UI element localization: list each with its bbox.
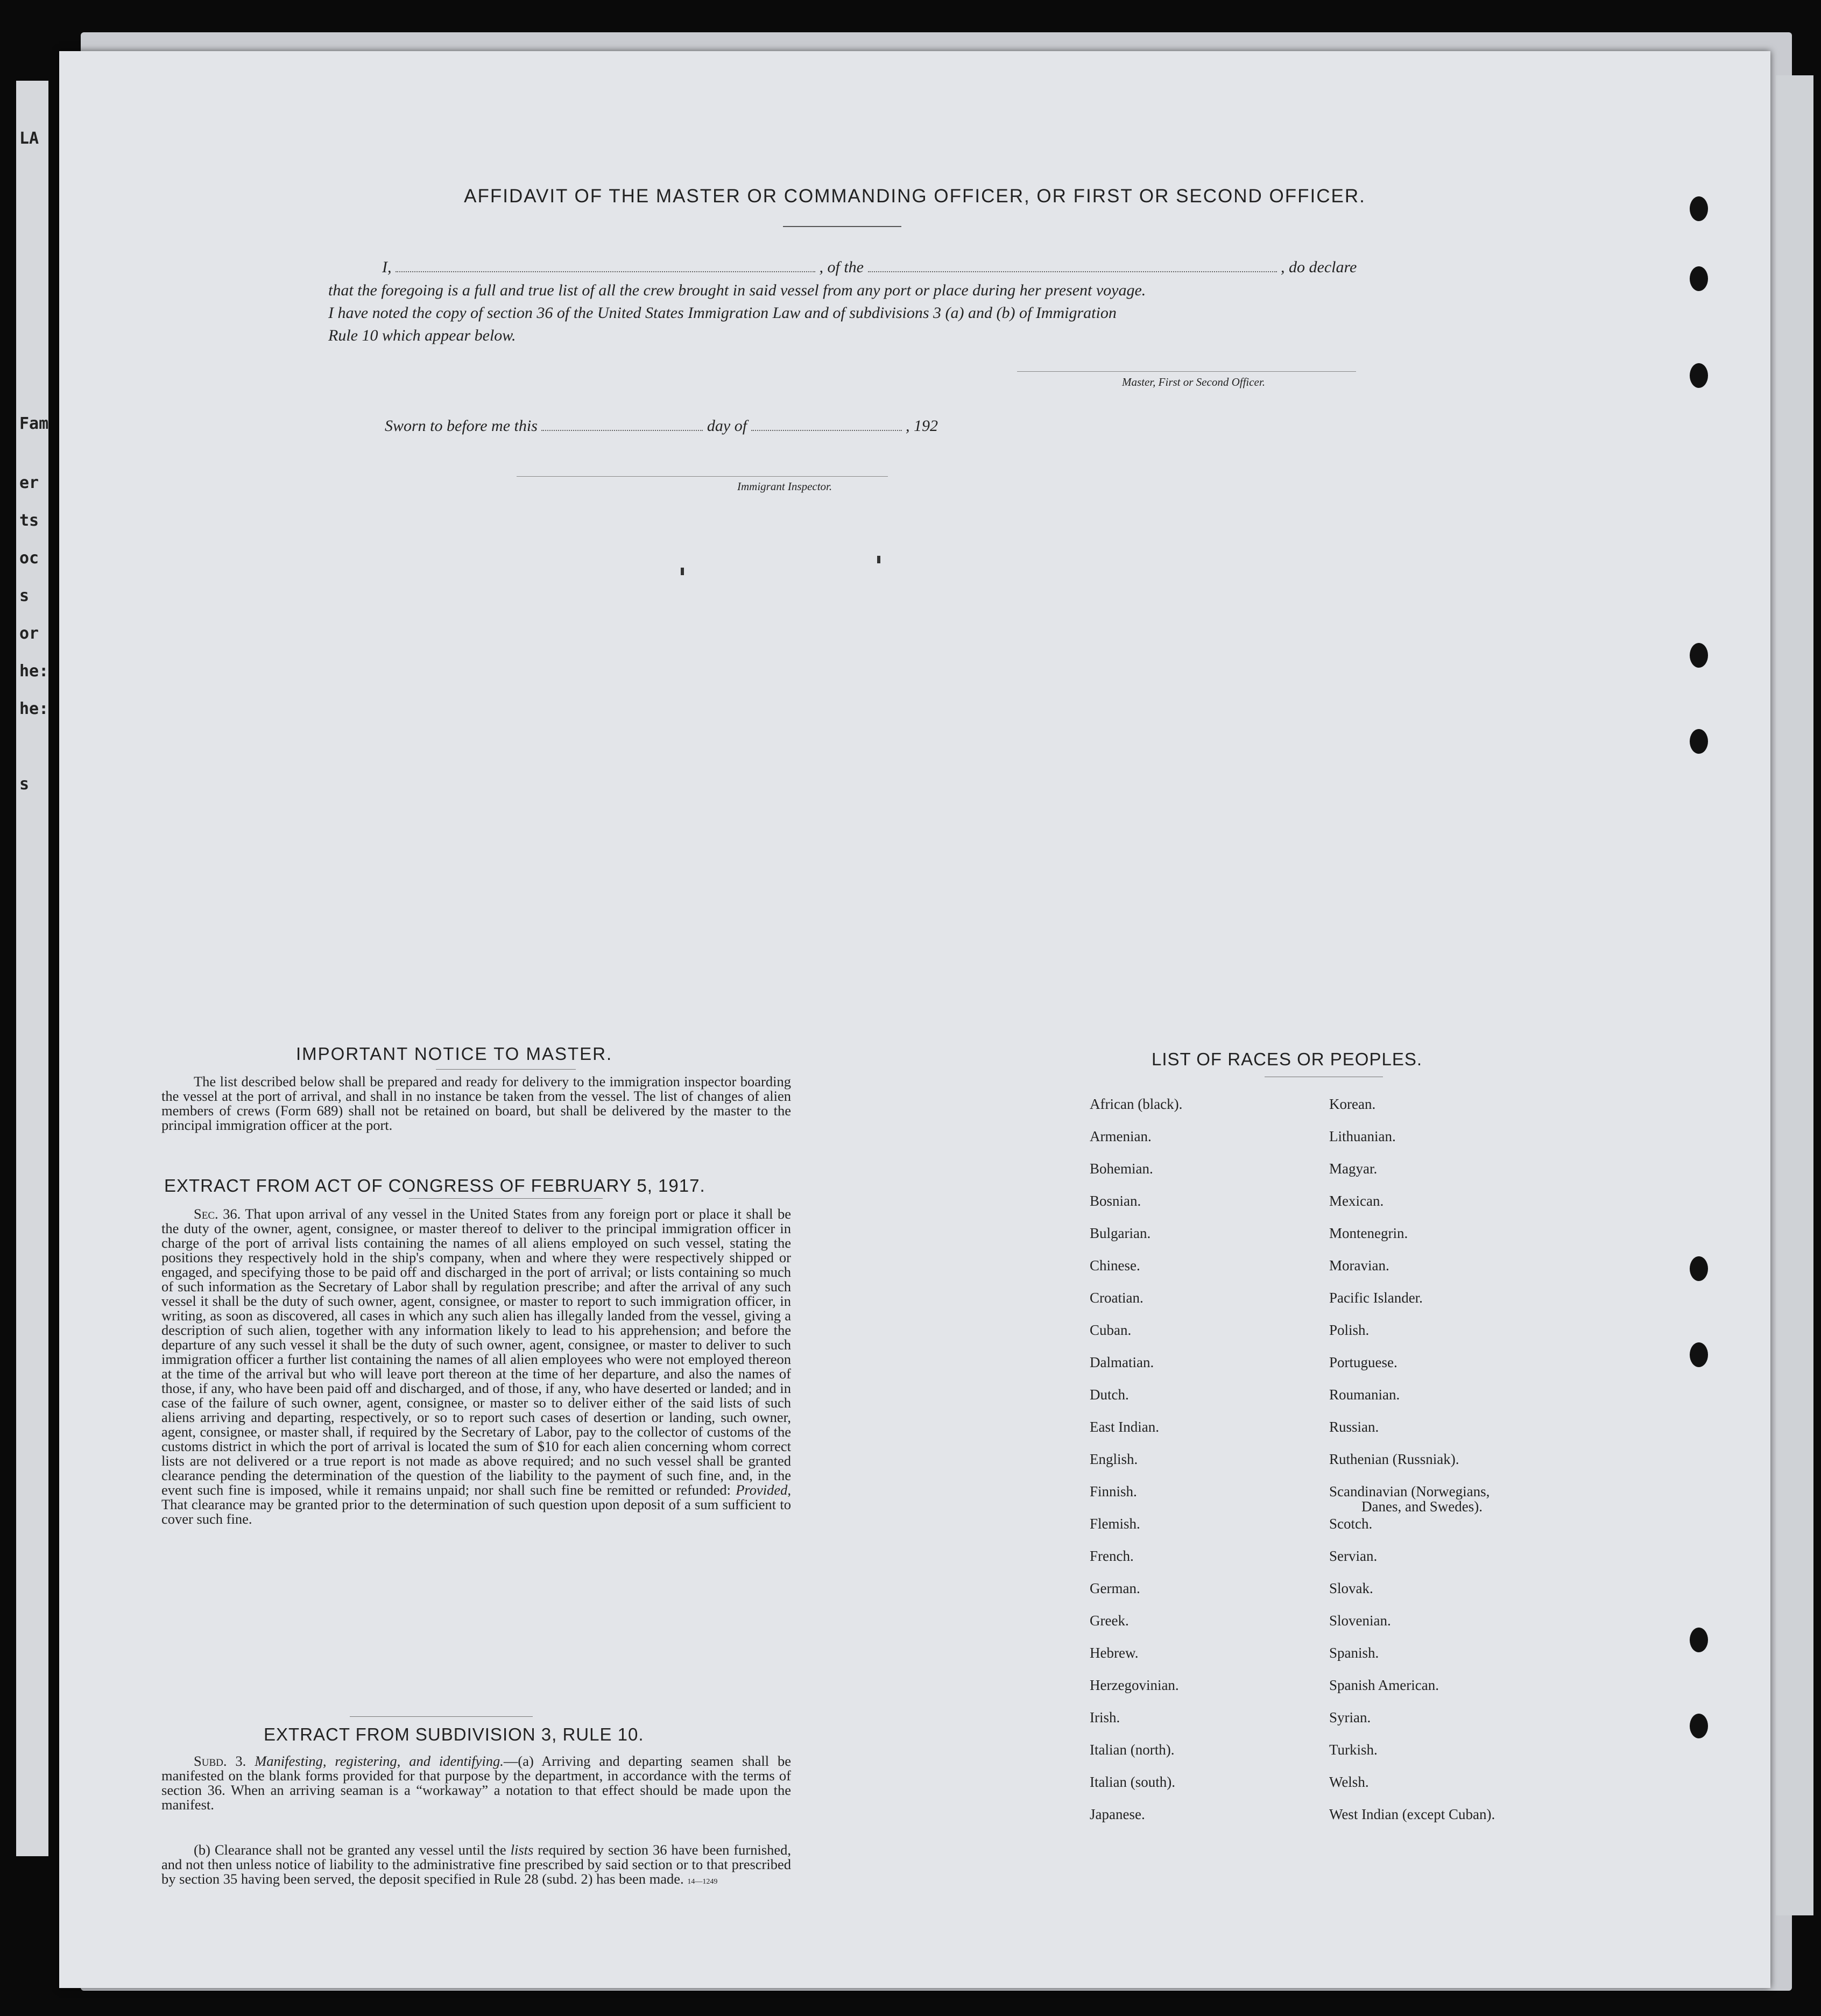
race-item: English.	[1090, 1451, 1138, 1467]
vessel-blank-field[interactable]	[868, 271, 1277, 272]
day-blank-field[interactable]	[541, 430, 703, 431]
race-item: Slovenian.	[1329, 1612, 1391, 1629]
margin-fragment: er	[19, 473, 39, 492]
race-item: Bosnian.	[1090, 1193, 1141, 1209]
race-item: Croatian.	[1090, 1290, 1144, 1306]
race-item: African (black).	[1090, 1096, 1183, 1112]
race-item: Moravian.	[1329, 1257, 1389, 1274]
inspector-signature-line[interactable]	[517, 476, 888, 477]
notice-title: IMPORTANT NOTICE TO MASTER.	[296, 1044, 613, 1064]
race-item: Pacific Islander.	[1329, 1290, 1423, 1306]
race-item: Scandinavian (Norwegians,	[1329, 1483, 1490, 1499]
race-item: Montenegrin.	[1329, 1225, 1408, 1241]
binder-hole	[1690, 643, 1708, 668]
race-item: Finnish.	[1090, 1483, 1137, 1499]
race-item: German.	[1090, 1580, 1140, 1596]
declaration-line	[382, 258, 1357, 277]
declaration-text: , of the	[819, 258, 864, 276]
inspector-signature-caption: Immigrant Inspector.	[737, 480, 832, 493]
master-signature-caption: Master, First or Second Officer.	[1122, 376, 1265, 388]
divider	[436, 1069, 576, 1070]
race-item: Syrian.	[1329, 1709, 1371, 1725]
race-item: Ruthenian (Russniak).	[1329, 1451, 1459, 1467]
month-blank-field[interactable]	[751, 430, 902, 431]
race-item: Danes, and Swedes).	[1361, 1498, 1483, 1515]
race-item: Magyar.	[1329, 1161, 1378, 1177]
subdivision-label: Subd. 3.	[194, 1753, 246, 1769]
margin-fragment: Fam	[19, 414, 49, 433]
race-item: Flemish.	[1090, 1516, 1140, 1532]
subdivision-heading: Manifesting, registering, and identifying.	[255, 1753, 504, 1769]
act-extract-title: EXTRACT FROM ACT OF CONGRESS OF FEBRUARY 5, 1917.	[164, 1176, 705, 1196]
race-item: Bohemian.	[1090, 1161, 1153, 1177]
declaration-line-2: that the foregoing is a full and true list of all the crew brought in said vessel from any port or place during her present voyage.	[328, 281, 1146, 299]
binder-hole	[1690, 1342, 1708, 1367]
divider	[783, 226, 901, 227]
signature-line[interactable]	[1017, 371, 1356, 372]
proviso-text: That clearance may be granted prior to the determination of such question upon deposit of a sum sufficient to cover such fine.	[161, 1496, 791, 1527]
declaration-text: I,	[382, 258, 392, 276]
section-label: Sec. 36.	[194, 1206, 241, 1222]
races-title: LIST OF RACES OR PEOPLES.	[1152, 1049, 1423, 1069]
ink-mark	[877, 556, 880, 563]
margin-fragment: he:	[19, 699, 49, 718]
race-item: Irish.	[1090, 1709, 1120, 1725]
subdivision-a-text: —(a) Arriving and departing seamen shall be manifested on the blank forms provided for that purpose by the department, in accordance with the terms of section 36. When an arriving seaman is a “workaway” a notation to that effect should be made upon the manifest.	[161, 1753, 791, 1813]
race-item: Spanish.	[1329, 1645, 1379, 1661]
subdivision-b-emphasis: lists	[510, 1842, 534, 1858]
declaration-line-4: Rule 10 which appear below.	[328, 327, 516, 344]
margin-fragment: ts	[19, 511, 39, 530]
race-item: Italian (south).	[1090, 1774, 1175, 1790]
race-item: Roumanian.	[1329, 1387, 1400, 1403]
race-item: Bulgarian.	[1090, 1225, 1151, 1241]
race-item: Lithuanian.	[1329, 1128, 1396, 1144]
race-item: Polish.	[1329, 1322, 1370, 1338]
ink-mark	[681, 568, 684, 575]
subdivision-b-part: (b) Clearance shall not be granted any vessel until the	[194, 1842, 506, 1858]
sworn-text: day of	[707, 417, 747, 435]
section-36-body: That upon arrival of any vessel in the United States from any foreign port or place it shall be the duty of the owner, agent, consignee, or master thereof to deliver to the principal immigration officer in charge of the port of arrival lists containing the names of all aliens employed on such vessel, stating the positions they respectively hold in the ship's company, when and where they were respectively shipped or engaged, and specifying those to be paid off and discharged in the port of arrival; or lists containing so much of such information as the Secretary of Labor shall by regulation prescribe; and after the arrival of any such vessel it shall be the duty of such owner, agent, consignee, or master to report to such immigration officer, in writing, as soon as discovered, all cases in which any such alien has illegally landed from the vessel, giving a description of such alien, together with any information likely to lead to his apprehension; and before the departure of any such vessel it shall be the duty of such owner, agent, consignee, or master to deliver to such immigration officer a further list containing the names of all alien employees who were not employed thereon at the time of the arrival but who will leave port thereon at the time of her departure, and also the names of those, if any, who have been paid off and discharged, and of those, if any, who have deserted or landed; and in case of the failure of such owner, agent, consignee, or master so to deliver either of the said lists of such aliens arriving and departing, respectively, or so to report such cases of desertion or landing, such owner, agent, consignee, or master shall, if required by the Secretary of Labor, pay to the collector of customs of the customs district in which the port of arrival is located the sum of $10 for each alien concerning whom correct lists are not delivered or a true report is not made as above required; and no such vessel shall be granted clearance pending the determination of the question of the liability to the payment of such fine, and, in the event such fine is imposed, while it remains unpaid; nor shall such fine be remitted or refunded:	[161, 1206, 791, 1498]
subdivision-b-text	[161, 1843, 791, 1889]
race-item: Mexican.	[1329, 1193, 1384, 1209]
margin-fragment: he:	[19, 662, 49, 681]
section-36-text	[161, 1207, 791, 1526]
margin-fragment: or	[19, 624, 39, 643]
race-item: Servian.	[1329, 1548, 1378, 1564]
declaration-text: , do declare	[1281, 258, 1357, 276]
race-item: Cuban.	[1090, 1322, 1132, 1338]
margin-fragment: s	[19, 775, 30, 794]
race-item: Welsh.	[1329, 1774, 1369, 1790]
race-item: Korean.	[1329, 1096, 1376, 1112]
divider	[350, 1716, 533, 1717]
race-item: Spanish American.	[1329, 1677, 1439, 1693]
binder-hole	[1690, 266, 1708, 291]
subdivision-3-text	[161, 1754, 791, 1812]
sworn-line	[385, 417, 938, 435]
race-item: Armenian.	[1090, 1128, 1152, 1144]
race-item: Portuguese.	[1329, 1354, 1397, 1370]
race-item: Japanese.	[1090, 1806, 1145, 1822]
race-item: Chinese.	[1090, 1257, 1140, 1274]
race-item: East Indian.	[1090, 1419, 1159, 1435]
race-item: Russian.	[1329, 1419, 1379, 1435]
declaration-line-3: I have noted the copy of section 36 of the United States Immigration Law and of subdivisions 3 (a) and (b) of Immigration	[328, 304, 1117, 322]
binder-hole	[1690, 363, 1708, 388]
race-item: Dalmatian.	[1090, 1354, 1154, 1370]
left-adjacent-page	[16, 81, 48, 1856]
binder-hole	[1690, 729, 1708, 754]
binder-hole	[1690, 1628, 1708, 1652]
divider	[409, 1198, 603, 1199]
race-item: Italian (north).	[1090, 1742, 1175, 1758]
manifest-page	[59, 51, 1770, 1988]
proviso-word: Provided,	[736, 1482, 791, 1498]
race-item: Herzegovinian.	[1090, 1677, 1179, 1693]
race-item: Greek.	[1090, 1612, 1129, 1629]
race-item: Slovak.	[1329, 1580, 1373, 1596]
race-item: Hebrew.	[1090, 1645, 1139, 1661]
right-adjacent-page	[1776, 75, 1813, 1915]
rule-extract-title: EXTRACT FROM SUBDIVISION 3, RULE 10.	[264, 1724, 644, 1744]
name-blank-field[interactable]	[396, 271, 815, 272]
race-item: Scotch.	[1329, 1516, 1373, 1532]
race-item: French.	[1090, 1548, 1134, 1564]
margin-fragment: LA	[19, 129, 39, 148]
race-item: Dutch.	[1090, 1387, 1129, 1403]
subdivision-b-part: required by section 36 have been furnished, and not then unless notice of liability to the administrative fine prescribed by said section or to that prescribed by section 35 having been served, the deposit specified in Rule 28 (subd. 2) has been made.	[161, 1842, 792, 1887]
race-item: West Indian (except Cuban).	[1329, 1806, 1495, 1822]
binder-hole	[1690, 1714, 1708, 1738]
sworn-text: Sworn to before me this	[385, 417, 538, 435]
affidavit-title: AFFIDAVIT OF THE MASTER OR COMMANDING OFFICER, OR FIRST OR SECOND OFFICER.	[464, 186, 1366, 207]
margin-fragment: s	[19, 586, 30, 605]
form-number: 14—1249	[687, 1878, 718, 1886]
notice-body: The list described below shall be prepared and ready for delivery to the immigration inspector boarding the vessel at the port of arrival, and shall in no instance be taken from the vessel. The list of changes of alien members of crews (Form 689) shall not be retained on board, but shall be delivered by the master to the principal immigration officer at the port.	[161, 1073, 791, 1133]
race-item: Turkish.	[1329, 1742, 1378, 1758]
margin-fragment: oc	[19, 549, 39, 568]
sworn-text: , 192	[906, 417, 938, 435]
binder-hole	[1690, 1256, 1708, 1281]
